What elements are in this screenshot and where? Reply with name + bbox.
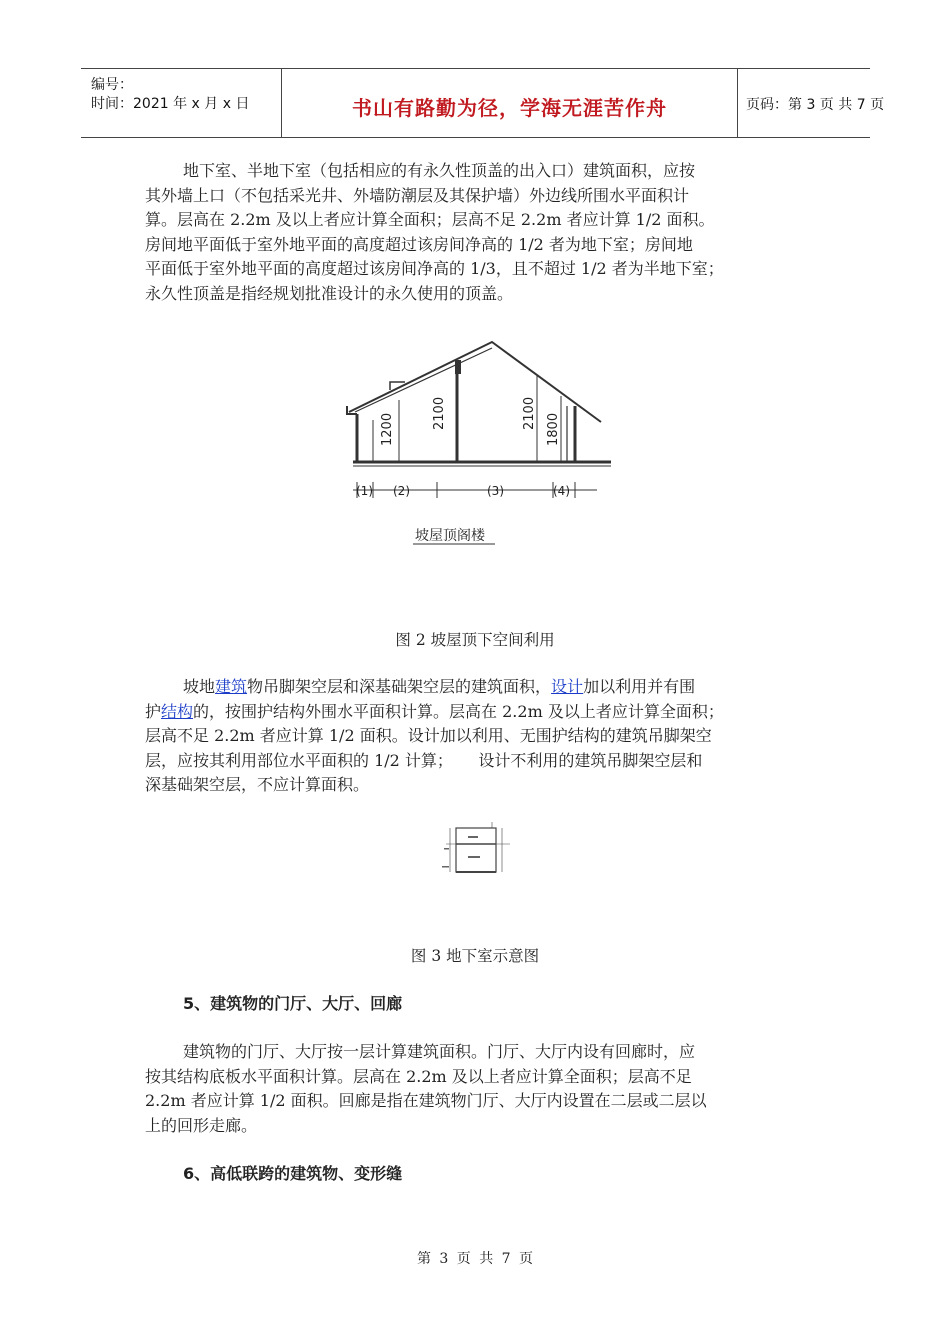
zone-label: (2) [393, 484, 410, 498]
link-building[interactable]: 建筑 [215, 677, 248, 696]
header-motto-cell [281, 69, 738, 137]
paragraph-line: 深基础架空层，不应计算面积。 [145, 775, 370, 794]
paragraph-line: 层高不足 2.2m 者应计算 1/2 面积。设计加以利用、无围护结构的建筑吊脚架空 [145, 726, 712, 745]
paragraph-line: 坡地建筑物吊脚架空层和深基础架空层的建筑面积，设计加以利用并有围 [183, 677, 696, 696]
paragraph-line: 房间地平面低于室外地平面的高度超过该房间净高的 1/2 者为地下室；房间地 [145, 234, 693, 254]
paragraph-line: 护结构的，按围护结构外围水平面积计算。层高在 2.2m 及以上者应计算全面积； [145, 701, 724, 721]
link-structure[interactable]: 结构 [161, 701, 194, 721]
motto: 书山有路勤为径，学海无涯苦作舟 [352, 96, 667, 120]
dim-label: 1800 [546, 412, 561, 446]
zone-label: (1) [356, 484, 373, 498]
paragraph-line: 上的回形走廊。 [145, 1115, 258, 1135]
figure-sloped-roof [335, 330, 625, 555]
dim-label: 2100 [432, 396, 447, 430]
paragraph-line: 永久性顶盖是指经规划批准设计的永久使用的顶盖。 [145, 283, 514, 303]
roof-outline [349, 342, 601, 422]
link-design[interactable]: 设计 [551, 677, 584, 696]
header-right-cell [736, 69, 885, 137]
paragraph-line: 建筑物的门厅、大厅按一层计算建筑面积。门厅、大厅内设有回廊时，应 [183, 1042, 696, 1061]
page-footer: 第 3 页 共 7 页 [416, 1251, 534, 1267]
paragraph-line: 层，应按其利用部位水平面积的 1/2 计算； 设计不利用的建筑吊脚架空层和 [145, 750, 703, 770]
paragraph-line: 其外墙上口（不包括采光井、外墙防潮层及其保护墙）外边线所围水平面积计 [145, 185, 690, 205]
paragraph-line: 算。层高在 2.2m 及以上者应计算全面积；层高不足 2.2m 者应计算 1/2 面积。 [145, 210, 715, 229]
paragraph-lobby [145, 1040, 805, 1138]
zone-label: (4) [553, 484, 570, 498]
page-code: 页码：第 3 页 共 7 页 [746, 97, 885, 113]
page-header [81, 68, 885, 138]
zone-label: (3) [487, 484, 504, 498]
drawing-title: 坡屋顶阁楼 [415, 528, 485, 544]
paragraph-basement [145, 159, 805, 306]
section5-heading: 5、建筑物的门厅、大厅、回廊 [183, 994, 403, 1013]
dim-label: 2100 [522, 396, 537, 430]
header-left-cell [81, 69, 281, 137]
figure-basement [440, 818, 520, 878]
paragraph-line: 平面低于室外地平面的高度超过该房间净高的 1/3，且不超过 1/2 者为半地下室； [145, 259, 724, 278]
paragraph-line: 地下室、半地下室（包括相应的有永久性顶盖的出入口）建筑面积，应按 [183, 161, 696, 180]
basement-outline [456, 828, 496, 872]
time-label: 时间：2021 年 x 月 x 日 [91, 96, 250, 112]
section6-heading: 6、高低联跨的建筑物、变形缝 [183, 1164, 403, 1183]
roof-inner-line [355, 348, 492, 412]
number-label: 编号： [91, 77, 133, 93]
paragraph-stilt [145, 675, 805, 798]
figure2-caption: 图 2 坡屋顶下空间利用 [395, 631, 555, 649]
paragraph-line: 按其结构底板水平面积计算。层高在 2.2m 及以上者应计算全面积；层高不足 [145, 1066, 692, 1086]
figure3-caption: 图 3 地下室示意图 [410, 947, 540, 965]
paragraph-line: 2.2m 者应计算 1/2 面积。回廊是指在建筑物门厅、大厅内设置在二层或二层以 [145, 1091, 707, 1110]
dim-label: 1200 [380, 412, 395, 446]
